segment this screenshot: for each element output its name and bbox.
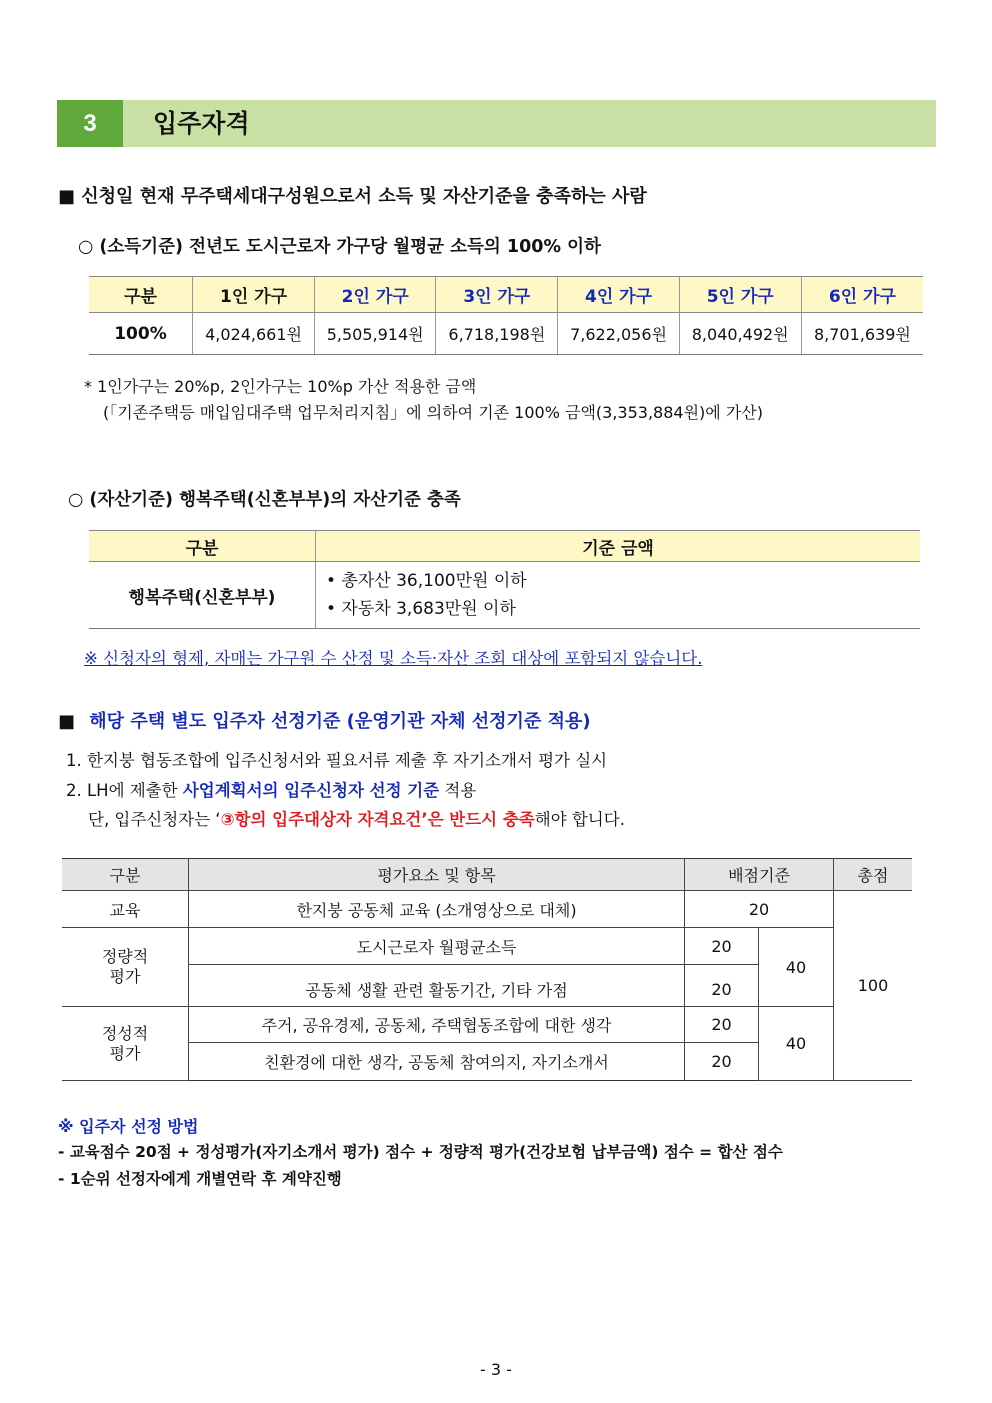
selection-line-2-a: 2. LH에 제출한 [66,781,183,800]
income-table [89,276,923,355]
eval-edu-label: 교육 [62,891,189,928]
eval-qual-score: 20 [685,1007,759,1043]
eval-quant-sum: 40 [759,928,834,1007]
table-row [62,928,912,965]
page-number: - 3 - [480,1360,512,1379]
eligibility-heading: ■ 신청일 현재 무주택세대구성원으로서 소득 및 자산기준을 충족하는 사람 [58,186,647,207]
income-col-header: 3인 가구 [436,277,558,313]
eval-col-header: 배점기준 [685,859,834,891]
income-table-header [89,277,923,313]
asset-item-car: • 자동차 3,683만원 이하 [326,599,516,619]
section-number: 3 [57,100,123,147]
evaluation-table [62,858,912,1081]
selection-heading-mark: ■ [58,711,76,732]
eval-quant-score: 20 [685,965,759,1007]
eval-qual-sum: 40 [759,1007,834,1081]
income-heading: ○ (소득기준) 전년도 도시근로자 가구당 월평균 소득의 100% 이하 [78,237,601,257]
selection-heading-text: 해당 주택 별도 입주자 선정기준 (운영기관 자체 선정기준 적용) [89,711,591,732]
eval-col-header: 구분 [62,859,189,891]
asset-table [89,530,920,629]
asset-criteria-cell [316,562,921,629]
selection-line-2 [66,777,476,801]
eval-quant-label: 정량적 평가 [62,928,189,1007]
eval-quant-item: 공동체 생활 관련 활동기간, 기타 가점 [189,965,685,1007]
income-note-1: * 1인가구는 20%p, 2인가구는 10%p 가산 적용한 금액 [84,377,477,396]
selection-line-2-c: 적용 [439,781,477,800]
income-col-header: 구분 [89,277,192,313]
income-col-header: 2인 가구 [315,277,436,313]
selection-line-3 [88,806,625,830]
eval-edu-item: 한지붕 공동체 교육 (소개영상으로 대체) [189,891,685,928]
table-cell: 7,622,056원 [558,313,679,355]
method-title: ※ 입주자 선정 방법 [58,1117,199,1136]
income-col-header: 1인 가구 [192,277,314,313]
method-line: - 1순위 선정자에게 개별연락 후 계약진행 [58,1170,342,1188]
income-col-header: 6인 가구 [801,277,923,313]
table-row [62,891,912,928]
selection-line-1: 1. 한지붕 협동조합에 입주신청서와 필요서류 제출 후 자기소개서 평가 실시 [66,751,608,770]
selection-line-3-c: 해야 합니다. [534,810,625,829]
eval-col-header: 총점 [834,859,913,891]
income-col-header: 5인 가구 [679,277,801,313]
eval-qual-label: 정성적 평가 [62,1007,189,1081]
income-note-2: (「기존주택등 매입임대주택 업무처리지침」에 의하여 기존 100% 금액(3,353,884원)에 가산) [103,403,763,422]
income-col-header: 4인 가구 [558,277,679,313]
table-cell: 100% [89,313,192,355]
table-row [62,1007,912,1043]
asset-table-header [89,531,920,562]
method-line: - 교육점수 20점 + 정성평가(자기소개서 평가) 점수 + 정량적 평가(건강보험 납부금액) 점수 = 합산 점수 [58,1143,783,1161]
eval-total: 100 [834,891,913,1081]
selection-line-2-b: 사업계획서의 입주신청자 선정 기준 [182,781,440,800]
eval-col-header: 평가요소 및 항목 [189,859,685,891]
table-cell: 4,024,661원 [192,313,314,355]
selection-line-3-a: 단, 입주신청자는 ‘ [88,810,221,829]
table-row [89,313,923,355]
table-cell: 5,505,914원 [315,313,436,355]
table-row [89,562,920,629]
eval-quant-score: 20 [685,928,759,965]
asset-col-header: 구분 [89,531,316,562]
table-cell: 6,718,198원 [436,313,558,355]
asset-item-total: • 총자산 36,100만원 이하 [326,571,527,591]
selection-heading [58,707,591,733]
table-cell: 8,040,492원 [679,313,801,355]
evaluation-table-header [62,859,912,891]
asset-col-header: 기준 금액 [316,531,921,562]
table-cell: 8,701,639원 [801,313,923,355]
asset-note: ※ 신청자의 형제, 자매는 가구원 수 산정 및 소득·자산 조회 대상에 포함되지 않습니다. [84,649,703,668]
asset-heading: ○ (자산기준) 행복주택(신혼부부)의 자산기준 충족 [68,490,461,510]
eval-qual-score: 20 [685,1043,759,1081]
section-header [57,100,936,147]
eval-qual-item: 주거, 공유경제, 공동체, 주택협동조합에 대한 생각 [189,1007,685,1043]
eval-edu-score: 20 [685,891,834,928]
eval-qual-item: 친환경에 대한 생각, 공동체 참여의지, 자기소개서 [189,1043,685,1081]
section-title: 입주자격 [153,109,250,138]
selection-line-3-b: ③항의 입주대상자 자격요건’은 반드시 충족 [220,810,535,829]
eval-quant-item: 도시근로자 월평균소득 [189,928,685,965]
asset-row-label: 행복주택(신혼부부) [89,562,316,629]
